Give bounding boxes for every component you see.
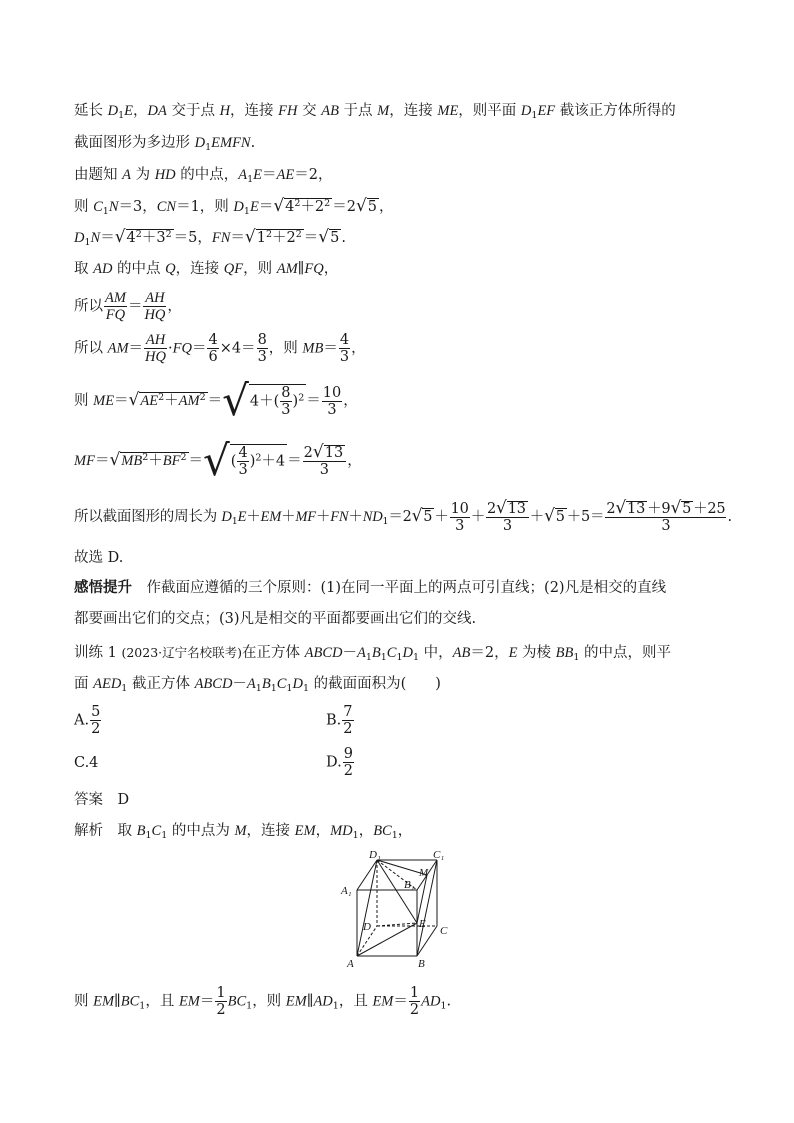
cube-diagram [335, 848, 460, 974]
training-line-1: 训练 1 (2023·辽宁名校联考)在正方体 $ABCD-A_1B_1C_1D_1$ 中，AB＝2，E 为棱 $BB_1$ 的中点，则平 [74, 645, 672, 663]
text-line-11: 所以截面图形的周长为 $D_1E+EM+MF+FN+ND_1=2√5$ ＋ $\frac{10}{3}$ ＋ $\frac{2√13}{3}$ ＋√5 ＋5＝ $\frac{2√13 +9√5 +25}{3}$ . [74, 498, 732, 534]
answer-value: D [117, 792, 130, 808]
label-a1: A₁ [341, 885, 352, 897]
training-source: (2023·辽宁名校联考) [121, 645, 242, 660]
text-line-8: 所以 AM＝ $\frac{AH}{HQ}$ ·FQ＝ $\frac{4}{6}$ ×4＝ $\frac{8}{3}$ ，则 MB＝ $\frac{4}{3}$ ， [74, 332, 366, 365]
label-m: M [419, 867, 429, 879]
text-line-10: $MF=√MB^2+BF^2$ ＝√( $\frac{4}{3}$ )$^2$＋4 ＝ $\frac{2√13}{3}$ ， [74, 436, 362, 485]
label-b1: B₁ [404, 879, 415, 891]
label-b: B [418, 958, 425, 970]
analysis-line: 解析 取 $B_1C_1$ 的中点为 M，连接 EM，$MD_1$，$BC_1$， [74, 823, 413, 841]
insight-line-1 [74, 581, 666, 596]
text-line-9: 则 $ME=√AE^2+AM^2 =√4+$( $\frac{8}{3}$ )$^2$ ＝ $\frac{10}{3}$ ， [74, 376, 358, 425]
insight-line-2: 都要画出它们的交点；(3)凡是相交的平面都要画出它们的交线. [74, 611, 477, 627]
answer-line [74, 793, 129, 808]
text-line-6: 取 AD 的中点 Q，连接 QF，则 AM∥FQ， [74, 261, 339, 277]
text-line-12: 故选 D. [74, 550, 124, 566]
insight-label: 感悟提升 [74, 579, 132, 596]
option-c[interactable]: C.4 [74, 755, 99, 771]
text-line-7: 所以 $\frac{AM}{FQ}$ ＝ $\frac{AH}{HQ}$ ， [74, 290, 182, 323]
answer-label: 答案 [74, 792, 103, 808]
label-a: A [347, 958, 354, 970]
line-d1e [377, 860, 417, 923]
text-line-last: 则 $EM\parallel BC_1$，且 EM＝ $\frac{1}{2}$ $BC_1$，则 $EM\parallel AD_1$，且 EM＝ $\frac{1}{2}$ $AD_1$. [74, 985, 452, 1018]
training-line-2: 面 $AED_1$ 截正方体 $ABCD-A_1B_1C_1D_1$ 的截面面积为( ) [74, 676, 441, 694]
label-d: D [363, 921, 371, 933]
analysis-label: 解析 [74, 823, 103, 839]
text-line-2: 截面图形为多边形 $D_1EMFN$. [74, 135, 256, 153]
insight-text: 作截面应遵循的三个原则：(1)在同一平面上的两点可引直线；(2)凡是相交的直线 [146, 580, 667, 596]
label-c: C [440, 925, 448, 937]
text-line-5: $D_1N=√4^2+3^2 =5$，$FN=√1^2+2^2 =√5$ . [74, 227, 346, 248]
text-line-3: 由题知 A 为 HD 的中点，$A_1E=AE=2$， [74, 167, 333, 185]
option-a[interactable]: A. $\frac{5}{2}$ [74, 704, 101, 737]
option-b[interactable]: B. $\frac{7}{2}$ [326, 704, 353, 737]
label-c1: C₁ [433, 849, 445, 861]
option-d[interactable]: D. $\frac{9}{2}$ [326, 746, 353, 779]
text-line-1: 延长 $D_1E$，DA 交于点 H，连接 FH 交 AB 于点 M，连接 ME，则平面 $D_1EF$ 截该正方体所得的 [74, 103, 676, 121]
label-e: E [419, 918, 426, 930]
label-d1: D₁ [369, 849, 381, 861]
training-label: 训练 1 [74, 645, 117, 661]
text-line-4: 则 $C_1N=3$，CN＝1，则 $D_1E=√4^2+2^2 =2√5$ ， [74, 196, 394, 217]
